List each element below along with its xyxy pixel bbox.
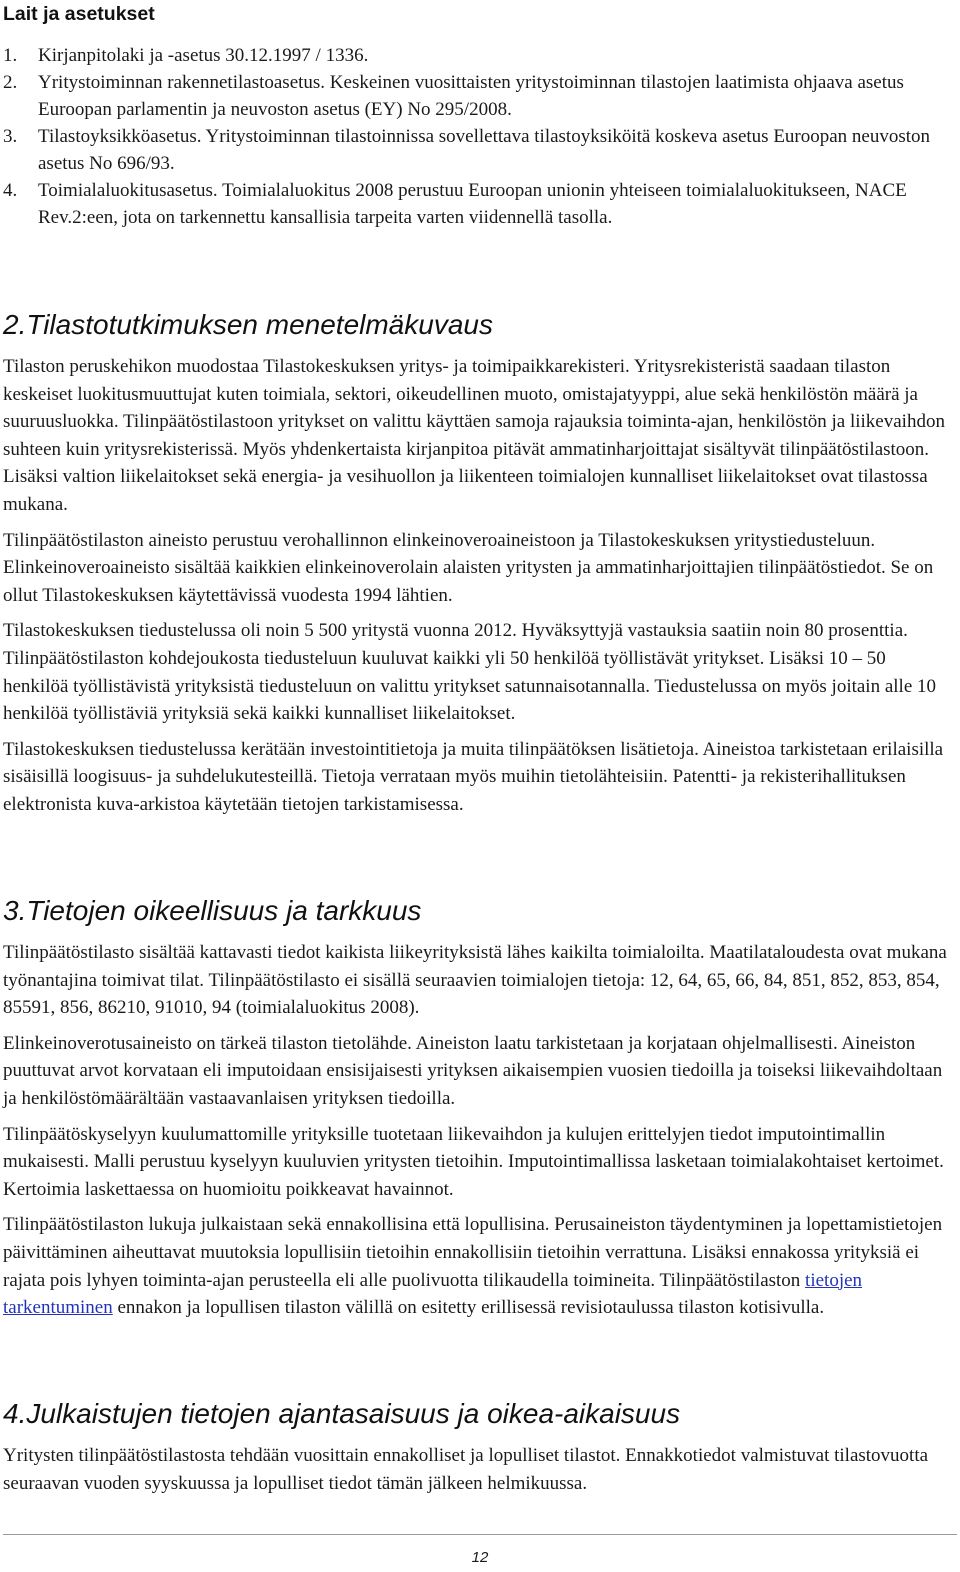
law-item [3,69,953,123]
section-methodology [3,308,955,827]
law-item-text: Kirjanpitolaki ja -asetus 30.12.1997 / 1336. [38,45,369,66]
law-item-number: 2. [3,72,18,93]
law-item-text: Toimialaluokitusasetus. Toimialaluokitus 2008 perustuu Euroopan unionin yhteiseen toimialaluokitukseen, NACE Rev.2:een, jota on tarkennettu kansallisia tarpeita varten viidennellä tasolla. [38,180,907,228]
law-item-number: 1. [3,45,18,66]
footer-divider [3,1534,957,1535]
law-item-text: Tilastoyksikköasetus. Yritystoiminnan tilastoinnissa sovellettava tilastoyksiköitä koskeva asetus Euroopan neuvoston asetus No 696/93. [38,126,931,174]
law-item-text: Yritystoiminnan rakennetilastoasetus. Keskeinen vuosittaisten yritystoiminnan tilastojen laatimista ohjaava asetus Euroopan parlamentin ja neuvoston asetus (EY) No 295/2008. [38,72,904,120]
paragraph: Tilinpäätöstilasto sisältää kattavasti tiedot kaikista liikeyrityksistä lähes kaikilta toimialoilta. Maatilataloudesta ovat mukana työnantajina toimivat tilat. Tilinpäätöstilasto ei sisällä seuraavien toimialojen tietoja: 12, 64, 65, 66, 84, 851, 852, 853, 854, 85591, 856, 86210, 91010, 94 (toimialaluokitus 2008). [3,942,947,1019]
law-list [3,42,953,231]
paragraph-text: ennakon ja lopullisen tilaston välillä on esitetty erillisessä revisiotaulussa tilaston kotisivulla. [112,1297,825,1319]
paragraph: Tilaston peruskehikon muodostaa Tilastokeskuksen yritys- ja toimipaikkarekisteri. Yritysrekisteristä saadaan tilaston keskeiset luokitusmuuttujat kuten toimiala, sektori, oikeudellinen muoto, omistajatyyppi, alue sekä henkilöstön määrä ja suuruusluokka. Tilinpäätöstilastoon yritykset on valittu käyttäen samoja rajauksia toiminta-ajan, henkilöstön ja liikevaihdon suhteen kuin yritysrekisterissä. Myös yhdenkertaista kirjanpitoa pitävät ammatinharjoittajat sisältyvät tilinpäätöstilastoon. Lisäksi valtion liikelaitokset sekä energia- ja vesihuollon ja liikenteen toimialojen kunnalliset liikelaitokset ovat tilastossa mukana. [3,356,945,515]
law-item [3,42,953,69]
section-timeliness [3,1397,955,1505]
law-item [3,123,953,177]
paragraph: Tilinpäätöstilaston aineisto perustuu verohallinnon elinkeinoveroaineistoon ja Tilastokeskuksen yritystiedusteluun. Elinkeinoveroaineisto sisältää kaikkien elinkeinoverolain alaisten yritysten ja ammatinharjoittajien tilinpäätöstiedot. Se on ollut Tilastokeskuksen käytettävissä vuodesta 1994 lähtien. [3,529,934,606]
section-heading: 3.Tietojen oikeellisuus ja tarkkuus [3,895,422,926]
paragraph: Yritysten tilinpäätöstilastosta tehdään vuosittain ennakolliset ja lopulliset tilastot. Ennakkotiedot valmistuvat tilastovuotta seuraavan vuoden syyskuussa ja lopulliset tiedot tämän jälkeen helmikuussa. [3,1445,929,1494]
paragraph-text: Tilinpäätöstilaston lukuja julkaistaan sekä ennakollisina että lopullisina. Perusaineiston täydentyminen ja lopettamistietojen päivittäminen aiheuttavat muutoksia lopullisiin tietoihin ennakollisiin tietoihin verrattuna. Lisäksi ennakossa yrityksiä ei rajata pois lyhyen toiminta-ajan perusteella eli alle puolivuotta tilikaudella toimineita. Tilinpäätöstilaston [3,1214,943,1291]
paragraph: Tilastokeskuksen tiedustelussa kerätään investointitietoja ja muita tilinpäätöksen lisätietoja. Aineistoa tarkistetaan erilaisilla sisäisillä loogisuus- ja suhdelukutesteillä. Tietoja verrataan myös muihin tietolähteisiin. Patentti- ja rekisterihallituksen elektronista kuva-arkistoa käytetään tietojen tarkistamisessa. [3,738,944,815]
section-accuracy [3,894,955,1330]
paragraph: Elinkeinoverotusaineisto on tärkeä tilaston tietolähde. Aineiston laatu tarkistetaan ja korjataan ohjelmallisesti. Aineiston puuttuvat arvot korvataan eli imputoidaan ensisijaisesti yrityksen aikaisempien vuosien tiedoilla ja toiseksi liikevaihdoltaan ja henkilöstömäärältään vastaavanlaisen yrityksen tiedoilla. [3,1032,943,1109]
law-item-number: 4. [3,180,18,201]
paragraph: Tilastokeskuksen tiedustelussa oli noin 5 500 yritystä vuonna 2012. Hyväksyttyjä vastauksia saatiin noin 80 prosenttia. Tilinpäätöstilaston kohdejoukosta tiedusteluun kuuluvat kaikki yli 50 henkilöä työllistävät yritykset. Lisäksi 10 – 50 henkilöä työllistävistä yrityksistä tiedusteluun on valittu yritykset satunnaisotannalla. Tiedustelussa on myös joitain alle 10 henkilöä työllistäviä yrityksiä sekä kaikki kunnalliset liikelaitokset. [3,620,937,725]
section-heading: 4.Julkaistujen tietojen ajantasaisuus ja oikea-aikaisuus [3,1398,681,1429]
page-number: 12 [471,1549,489,1566]
law-item [3,177,953,231]
paragraph-revisions [3,1211,955,1321]
section-heading: 2.Tilastotutkimuksen menetelmäkuvaus [3,309,493,340]
revision-link[interactable]: tietojen tarkentuminen [3,1269,863,1319]
law-item-number: 3. [3,126,18,147]
laws-title: Lait ja asetukset [3,3,155,25]
paragraph: Tilinpäätöskyselyyn kuulumattomille yrityksille tuotetaan liikevaihdon ja kulujen erittelyjen tiedot imputointimallin mukaisesti. Malli perustuu kyselyyn kuuluvien yritysten tietoihin. Imputointimallissa lasketaan toimialakohtaiset kertoimet. Kertoimia laskettaessa on huomioitu poikkeavat havainnot. [3,1123,944,1200]
